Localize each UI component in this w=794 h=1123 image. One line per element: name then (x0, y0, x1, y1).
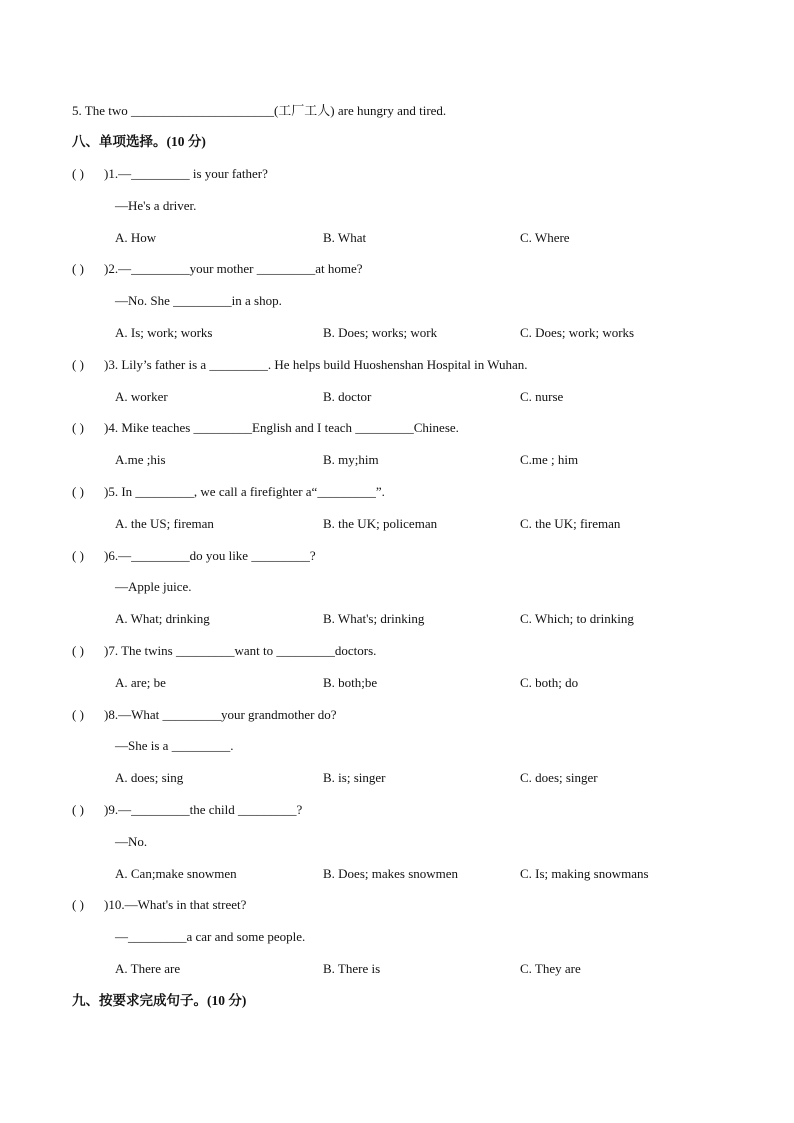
question-4-stem-row (0, 418, 794, 438)
option-c: C. the UK; fireman (520, 516, 621, 531)
question-stem: )2.—_________your mother _________at home? (104, 261, 363, 276)
question-2-reply-row (0, 291, 794, 311)
question-stem: )5. In _________, we call a firefighter a“_________”. (104, 484, 385, 499)
answer-blank[interactable]: ( ) (72, 707, 84, 722)
option-a: A. are; be (115, 675, 166, 690)
question-6-options (0, 609, 794, 629)
question-6-stem-row (0, 546, 794, 566)
answer-blank[interactable]: ( ) (72, 420, 84, 435)
question-1-reply-row (0, 196, 794, 216)
option-b: B. There is (323, 961, 381, 976)
option-c: C. Is; making snowmans (520, 866, 649, 881)
question-6-reply-row (0, 577, 794, 597)
question-7-options (0, 673, 794, 693)
question-5-stem-row (0, 482, 794, 502)
question-stem: )7. The twins _________want to _________doctors. (104, 643, 377, 658)
question-stem: )8.—What _________your grandmother do? (104, 707, 337, 722)
question-10-options (0, 959, 794, 979)
option-b: B. Does; works; work (323, 325, 438, 340)
question-8-stem-row (0, 705, 794, 725)
section-8-heading: 八、单项选择。(10 分) (72, 134, 206, 149)
option-a: A. worker (115, 389, 168, 404)
question-3-options (0, 387, 794, 407)
option-c: C. nurse (520, 389, 564, 404)
section-8-heading-row (0, 132, 794, 152)
section-9-heading: 九、按要求完成句子。(10 分) (72, 993, 247, 1008)
question-7-stem-row (0, 641, 794, 661)
option-b: B. Does; makes snowmen (323, 866, 459, 881)
option-b: B. my;him (323, 452, 379, 467)
question-9-stem-row (0, 800, 794, 820)
option-a: A. Is; work; works (115, 325, 213, 340)
question-5-options (0, 514, 794, 534)
question-1-options (0, 228, 794, 248)
question-reply: —Apple juice. (115, 579, 192, 594)
question-stem: )3. Lily’s father is a _________. He helps build Huoshenshan Hospital in Wuhan. (104, 357, 528, 372)
question-10-stem-row (0, 895, 794, 915)
option-a: A.me ;his (115, 452, 166, 467)
question-3-stem-row (0, 355, 794, 375)
question-reply: —_________a car and some people. (115, 929, 306, 944)
option-a: A. does; sing (115, 770, 184, 785)
question-stem: )10.—What's in that street? (104, 897, 247, 912)
question-10-reply-row (0, 927, 794, 947)
option-c: C. both; do (520, 675, 579, 690)
option-c: C. Which; to drinking (520, 611, 634, 626)
question-reply: —No. (115, 834, 148, 849)
question-stem: )6.—_________do you like _________? (104, 548, 316, 563)
answer-blank[interactable]: ( ) (72, 166, 84, 181)
option-b: B. What's; drinking (323, 611, 425, 626)
option-c: C.me ; him (520, 452, 579, 467)
answer-blank[interactable]: ( ) (72, 261, 84, 276)
option-c: C. They are (520, 961, 581, 976)
question-stem: )1.—_________ is your father? (104, 166, 268, 181)
question-4-options (0, 450, 794, 470)
section-9-heading-row (0, 991, 794, 1011)
question-2-options (0, 323, 794, 343)
option-a: A. the US; fireman (115, 516, 214, 531)
answer-blank[interactable]: ( ) (72, 897, 84, 912)
question-9-options (0, 864, 794, 884)
fill-in-item-5 (0, 101, 794, 121)
option-b: B. doctor (323, 389, 372, 404)
option-b: B. both;be (323, 675, 378, 690)
question-9-reply-row (0, 832, 794, 852)
question-stem: )9.—_________the child _________? (104, 802, 303, 817)
question-8-options (0, 768, 794, 788)
answer-blank[interactable]: ( ) (72, 357, 84, 372)
item-5-text: 5. The two ______________________(工厂工人) are hungry and tired. (72, 103, 447, 118)
option-c: C. Does; work; works (520, 325, 635, 340)
option-c: C. Where (520, 230, 570, 245)
question-reply: —No. She _________in a shop. (115, 293, 282, 308)
option-a: A. How (115, 230, 157, 245)
question-stem: )4. Mike teaches _________English and I teach _________Chinese. (104, 420, 459, 435)
answer-blank[interactable]: ( ) (72, 643, 84, 658)
option-a: A. There are (115, 961, 181, 976)
option-a: A. What; drinking (115, 611, 210, 626)
question-1-stem-row (0, 164, 794, 184)
answer-blank[interactable]: ( ) (72, 802, 84, 817)
answer-blank[interactable]: ( ) (72, 548, 84, 563)
option-b: B. What (323, 230, 367, 245)
question-2-stem-row (0, 259, 794, 279)
option-b: B. the UK; policeman (323, 516, 438, 531)
question-reply: —He's a driver. (115, 198, 197, 213)
question-reply: —She is a _________. (115, 738, 234, 753)
question-8-reply-row (0, 736, 794, 756)
answer-blank[interactable]: ( ) (72, 484, 84, 499)
option-b: B. is; singer (323, 770, 386, 785)
option-c: C. does; singer (520, 770, 598, 785)
option-a: A. Can;make snowmen (115, 866, 237, 881)
